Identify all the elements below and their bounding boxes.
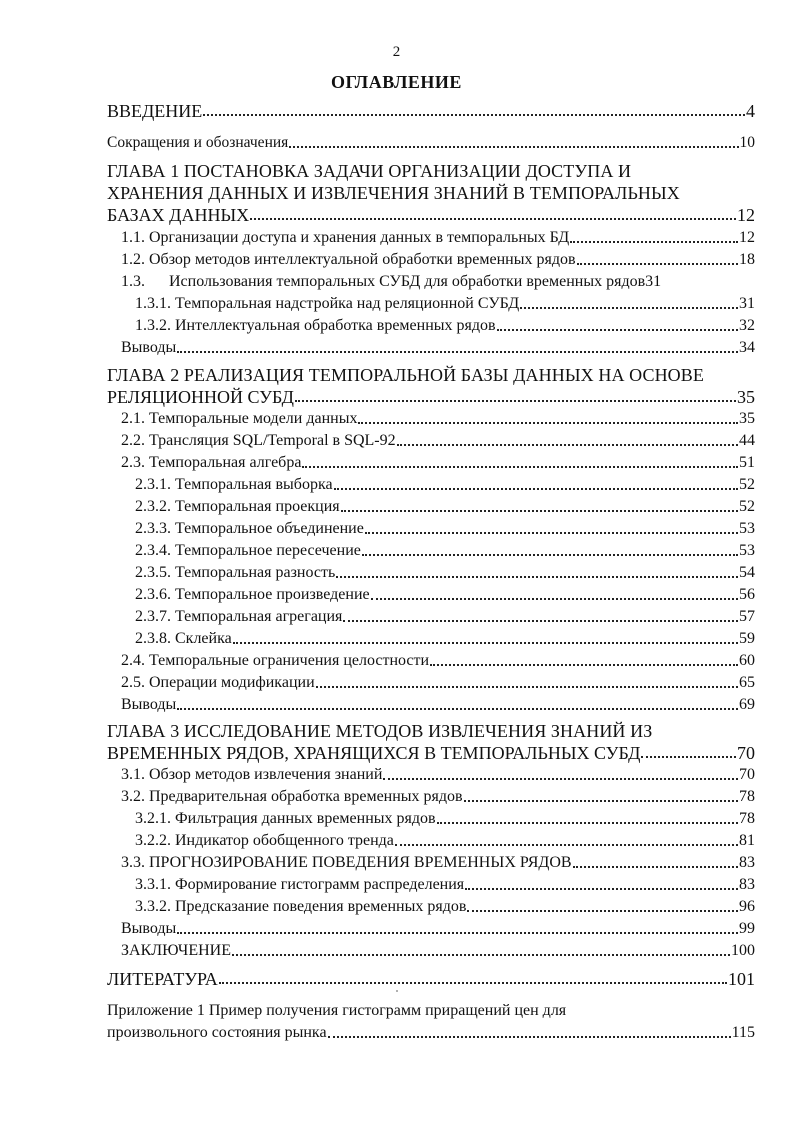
toc-entry-label: 2.3.7. Темпоральная агрегация	[135, 608, 343, 625]
toc-entry-1-3-2[interactable]	[135, 315, 755, 337]
dot-leader	[383, 778, 738, 780]
toc-entry-label: 2.3.1. Темпоральная выборка	[135, 476, 333, 493]
toc-entry-page: 51	[739, 454, 755, 471]
dot-leader	[573, 866, 738, 868]
dot-leader	[295, 400, 736, 402]
dot-leader	[365, 532, 738, 534]
toc-entry-label: БАЗАХ ДАННЫХ	[107, 205, 250, 225]
toc-entry-label: ЗАКЛЮЧЕНИЕ	[121, 942, 231, 959]
toc-entry-label: 3.3. ПРОГНОЗИРОВАНИЕ ПОВЕДЕНИЯ ВРЕМЕННЫХ РЯДОВ	[121, 854, 572, 871]
dot-leader	[316, 686, 738, 688]
toc-entry-2-5[interactable]	[121, 672, 755, 694]
dot-leader	[430, 664, 738, 666]
toc-entry-introduction[interactable]	[107, 100, 755, 122]
toc-entry-2-3[interactable]	[121, 452, 755, 474]
toc-entry-3-3-2[interactable]	[135, 896, 755, 918]
toc-entry-2-3-2[interactable]	[135, 496, 755, 518]
toc-chapter-1-line-1: ГЛАВА 1 ПОСТАНОВКА ЗАДАЧИ ОРГАНИЗАЦИИ ДОСТУПА И	[107, 161, 632, 181]
dot-leader	[358, 422, 738, 424]
toc-entry-page: 101	[728, 969, 755, 989]
toc-entry-2-4[interactable]	[121, 650, 755, 672]
toc-entry-label: 2.3.2. Темпоральная проекция	[135, 498, 340, 515]
toc-entry-2-3-8[interactable]	[135, 628, 755, 650]
toc-entry-page: 31	[739, 295, 755, 312]
toc-entry-page: 83	[739, 854, 755, 871]
toc-entry-page: 35	[737, 387, 755, 407]
toc-entry-page: 12	[739, 229, 755, 246]
dot-leader	[641, 756, 736, 758]
toc-entry-page: 115	[731, 1024, 755, 1041]
dot-leader	[177, 708, 738, 710]
toc-entry-label: 2.5. Операции модификации	[121, 674, 315, 691]
toc-entry-page: 70	[737, 743, 755, 763]
toc-entry-3-3[interactable]	[121, 852, 755, 874]
toc-entry-number: 1.3.	[121, 273, 145, 290]
dot-leader	[570, 241, 738, 243]
toc-entry-label: 2.3.5. Темпоральная разность	[135, 564, 336, 581]
toc-entry-1-3-1[interactable]	[135, 293, 755, 315]
toc-chapter-2[interactable]	[107, 386, 755, 408]
toc-entry-1-1[interactable]	[121, 227, 755, 249]
toc-entry-page: 56	[739, 586, 755, 603]
dot-leader	[371, 598, 738, 600]
toc-entry-label: Использования темпоральных СУБД для обработки временных рядов	[169, 273, 646, 290]
toc-entry-label: 3.2.1. Фильтрация данных временных рядов	[135, 810, 436, 827]
toc-entry-2-2[interactable]	[121, 430, 755, 452]
toc-entry-label: 2.3.4. Темпоральное пересечение	[135, 542, 361, 559]
toc-entry-page: 78	[739, 810, 755, 827]
toc-entry-1-2[interactable]	[121, 249, 755, 271]
dot-leader	[362, 554, 738, 556]
toc-entry-page: 57	[739, 608, 755, 625]
toc-appendix-1-line-1: Приложение 1 Пример получения гистограмм приращений цен для	[107, 1002, 567, 1019]
toc-entry-3-2-1[interactable]	[135, 808, 755, 830]
dot-leader	[250, 218, 736, 220]
toc-entry-2-3-3[interactable]	[135, 518, 755, 540]
toc-entry-page: 35	[739, 410, 755, 427]
toc-entry-2-3-4[interactable]	[135, 540, 755, 562]
toc-entry-page: 99	[739, 920, 755, 937]
toc-entry-page: 53	[739, 542, 755, 559]
toc-entry-label: 2.3. Темпоральная алгебра	[121, 454, 302, 471]
toc-entry-2-3-5[interactable]	[135, 562, 755, 584]
toc-chapter-1-line-2: ХРАНЕНИЯ ДАННЫХ И ИЗВЛЕЧЕНИЯ ЗНАНИЙ В ТЕМПОРАЛЬНЫХ	[107, 183, 680, 203]
dot-leader	[464, 800, 738, 802]
toc-entry-page: 54	[739, 564, 755, 581]
toc-entry-page: 18	[739, 251, 755, 268]
dot-leader	[334, 488, 738, 490]
toc-entry-page: 96	[739, 898, 755, 915]
toc-entry-page: 70	[739, 766, 755, 783]
dot-leader	[437, 822, 738, 824]
toc-entry-label: Сокращения и обозначения	[107, 134, 289, 151]
toc-entry-page: 53	[739, 520, 755, 537]
toc-entry-page: 81	[739, 832, 755, 849]
dot-leader	[467, 910, 738, 912]
toc-entry-label: 1.1. Организации доступа и хранения данных в темпоральных БД	[121, 229, 570, 246]
toc-chapter-2-line-1: ГЛАВА 2 РЕАЛИЗАЦИЯ ТЕМПОРАЛЬНОЙ БАЗЫ ДАННЫХ НА ОСНОВЕ	[107, 365, 704, 385]
dot-leader	[520, 307, 738, 309]
dot-leader	[203, 114, 745, 116]
toc-entry-label: 2.3.8. Склейка	[135, 630, 232, 647]
toc-entry-label: ВВЕДЕНИЕ	[107, 101, 203, 121]
toc-entry-3-2-2[interactable]	[135, 830, 755, 852]
toc-entry-page: 52	[739, 476, 755, 493]
toc-title: ОГЛАВЛЕНИЕ	[331, 72, 462, 92]
toc-entry-label: 2.2. Трансляция SQL/Temporal в SQL-92	[121, 432, 396, 449]
toc-entry-page: 52	[739, 498, 755, 515]
toc-entry-1-3[interactable]	[121, 271, 755, 293]
toc-entry-3-3-1[interactable]	[135, 874, 755, 896]
dot-leader	[177, 932, 738, 934]
toc-entry-page: 83	[739, 876, 755, 893]
toc-entry-label: Выводы	[121, 339, 177, 356]
toc-entry-3-1[interactable]	[121, 764, 755, 786]
toc-entry-conclusion[interactable]	[121, 940, 755, 962]
toc-entry-label: 1.2. Обзор методов интеллектуальной обработки временных рядов	[121, 251, 576, 268]
dot-leader	[289, 146, 738, 148]
toc-entry-label: 2.3.3. Темпоральное объединение	[135, 520, 364, 537]
dot-leader	[232, 954, 730, 956]
toc-entry-conclusions-3[interactable]	[121, 918, 755, 940]
toc-entry-page: 4	[746, 101, 755, 121]
toc-entry-label: 2.1. Темпоральные модели данных	[121, 410, 358, 427]
toc-entry-conclusions-2[interactable]	[121, 694, 755, 716]
dot-leader	[302, 466, 738, 468]
dot-leader	[465, 888, 738, 890]
toc-entry-conclusions-1[interactable]	[121, 337, 755, 359]
toc-entry-label: 3.3.2. Предсказание поведения временных рядов	[135, 898, 467, 915]
dot-leader	[219, 982, 727, 984]
toc-entry-page: 69	[739, 696, 755, 713]
toc-entry-page: 12	[737, 205, 755, 225]
toc-entry-page: 44	[739, 432, 755, 449]
toc-entry-page: 10	[739, 134, 755, 151]
toc-entry-page: 60	[739, 652, 755, 669]
toc-appendix-1[interactable]	[107, 1022, 755, 1044]
toc-entry-label: 3.2.2. Индикатор обобщенного тренда	[135, 832, 394, 849]
toc-entry-label: 1.3.1. Темпоральная надстройка над реляционной СУБД	[135, 295, 520, 312]
toc-entry-label: 3.3.1. Формирование гистограмм распределения	[135, 876, 465, 893]
dot-leader	[233, 642, 738, 644]
toc-entry-label: ВРЕМЕННЫХ РЯДОВ, ХРАНЯЩИХСЯ В ТЕМПОРАЛЬНЫХ СУБД	[107, 743, 641, 763]
toc-entry-page: 65	[739, 674, 755, 691]
dot-leader	[336, 576, 738, 578]
toc-entry-label: Выводы	[121, 920, 177, 937]
toc-entry-page: 59	[739, 630, 755, 647]
toc-chapter-1[interactable]	[107, 204, 755, 226]
toc-entry-2-3-6[interactable]	[135, 584, 755, 606]
dot-leader	[395, 844, 738, 846]
toc-chapter-3-line-1: ГЛАВА 3 ИССЛЕДОВАНИЕ МЕТОДОВ ИЗВЛЕЧЕНИЯ ЗНАНИЙ ИЗ	[107, 721, 653, 741]
dot-leader	[177, 351, 738, 353]
toc-entry-label: РЕЛЯЦИОННОЙ СУБД	[107, 387, 294, 407]
toc-entry-label: 1.3.2. Интеллектуальная обработка временных рядов	[135, 317, 496, 334]
dot-leader	[397, 444, 738, 446]
page-number: 2	[392, 44, 401, 60]
toc-entry-page: 34	[739, 339, 755, 356]
toc-entry-page: 31	[645, 273, 662, 290]
toc-entry-page: 32	[739, 317, 755, 334]
toc-entry-page: 78	[739, 788, 755, 805]
toc-entry-2-3-1[interactable]	[135, 474, 755, 496]
dot-leader	[341, 510, 738, 512]
toc-entry-abbreviations[interactable]	[107, 132, 755, 154]
dot-leader	[497, 329, 738, 331]
toc-entry-3-2[interactable]	[121, 786, 755, 808]
toc-entry-label: 3.2. Предварительная обработка временных рядов	[121, 788, 463, 805]
dot-leader	[328, 1036, 731, 1038]
dot-leader	[343, 620, 738, 622]
toc-entry-label: Выводы	[121, 696, 177, 713]
toc-chapter-3[interactable]	[107, 742, 755, 764]
dot-leader	[577, 263, 738, 265]
toc-entry-2-3-7[interactable]	[135, 606, 755, 628]
toc-entry-label: ЛИТЕРАТУРА	[107, 969, 218, 989]
toc-entry-page: 100	[731, 942, 755, 959]
toc-entry-label: 3.1. Обзор методов извлечения знаний	[121, 766, 383, 783]
toc-entry-label: произвольного состояния рынка	[107, 1024, 327, 1041]
toc-entry-label: 2.3.6. Темпоральное произведение	[135, 586, 370, 603]
toc-entry-label: 2.4. Темпоральные ограничения целостности	[121, 652, 430, 669]
scan-speck	[396, 990, 398, 992]
toc-entry-references[interactable]	[107, 968, 755, 990]
toc-entry-2-1[interactable]	[121, 408, 755, 430]
